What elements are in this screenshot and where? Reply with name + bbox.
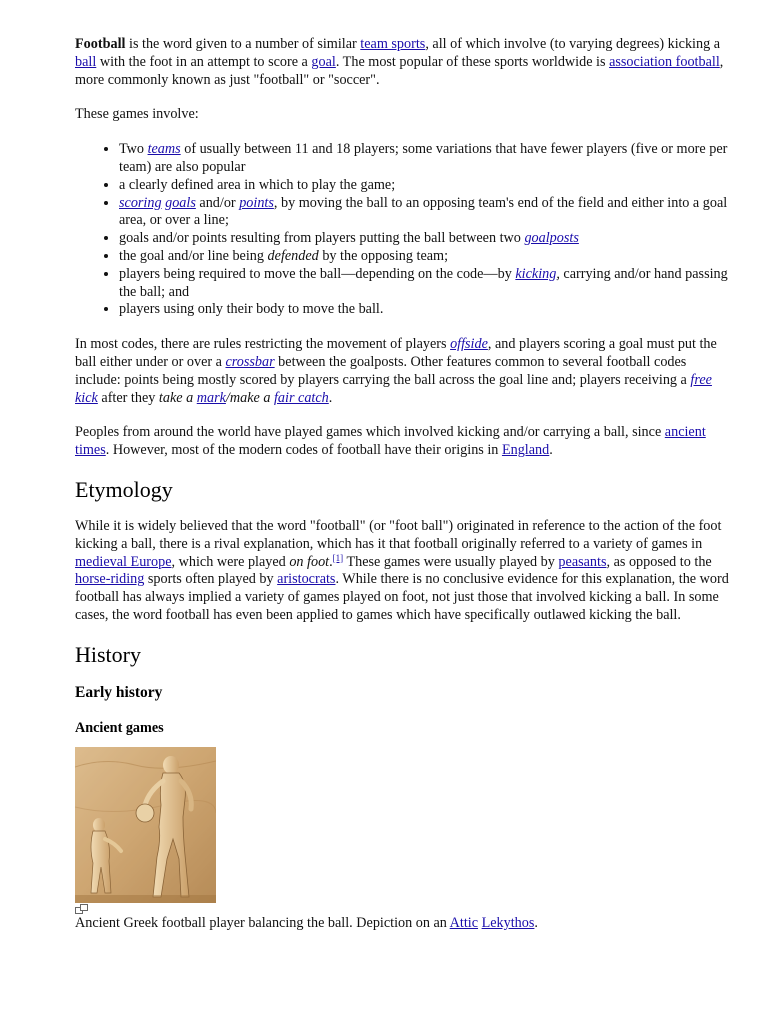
figure xyxy=(75,747,735,933)
greek-relief-image[interactable] xyxy=(75,747,216,903)
text: and/or xyxy=(195,194,240,211)
text: is the word given to a number of similar xyxy=(125,36,361,52)
text: a clearly defined area in which to play the game; xyxy=(119,176,396,193)
etymology-paragraph xyxy=(75,518,735,625)
text: sports often played by xyxy=(144,571,278,588)
text: While it is widely believed that the word "football" (or "foot ball") originated in reference to the action of the foot kicking a ball, there is a rival explanation, which has it that football originally referred to a variety of games in xyxy=(75,517,722,552)
text: . xyxy=(328,389,333,406)
magnify-enlarge-icon[interactable] xyxy=(75,904,89,914)
text: with the foot in an attempt to score a xyxy=(96,53,312,70)
text: . xyxy=(329,553,333,570)
link-association-football[interactable]: association football xyxy=(609,53,720,70)
text: . xyxy=(534,914,538,931)
link-points[interactable]: points xyxy=(239,194,274,211)
emphasis: on foot xyxy=(289,553,330,570)
text: , all of which involve (to varying degrees) kicking a xyxy=(425,36,721,52)
text: after they xyxy=(97,389,159,406)
text: . The most popular of these sports worldwide is xyxy=(335,53,610,70)
list-item xyxy=(119,301,735,319)
link-lekythos[interactable]: Lekythos xyxy=(481,914,535,931)
link-peasants[interactable]: peasants xyxy=(558,553,607,570)
term-football: Football xyxy=(75,36,126,52)
emphasis: /make a xyxy=(225,389,274,406)
list-item xyxy=(119,266,735,302)
text: goals and/or points resulting from players putting the ball between two xyxy=(119,230,525,247)
list-item xyxy=(119,230,735,248)
text: between the goalposts. Other features common to several football codes include: points being mostly scored by players carrying the ball across the goal line and; players receiving a xyxy=(75,353,691,388)
link-offside[interactable]: offside xyxy=(450,336,488,353)
link-mark[interactable]: mark xyxy=(196,389,226,406)
text: In most codes, there are rules restricting the movement of players xyxy=(75,336,451,353)
link-medieval-europe[interactable]: medieval Europe xyxy=(75,553,172,570)
text: players using only their body to move the ball. xyxy=(119,301,384,318)
link-team-sports[interactable]: team sports xyxy=(360,36,426,52)
emphasis: take a xyxy=(158,389,197,406)
games-involve-list xyxy=(75,141,735,319)
text: of usually between 11 and 18 players; some variations that have fewer players (five or more per team) are also popular xyxy=(119,141,728,175)
intro-paragraph-4 xyxy=(75,424,735,460)
figure-caption xyxy=(75,915,735,933)
heading-etymology: Etymology xyxy=(75,476,173,502)
link-goal[interactable]: goal xyxy=(311,53,336,70)
emphasis: defended xyxy=(267,247,319,264)
intro-paragraph-1 xyxy=(75,36,735,89)
link-goalposts[interactable]: goalposts xyxy=(524,230,579,247)
text: , which were played xyxy=(171,553,290,570)
text: Ancient Greek football player balancing the ball. Depiction on an xyxy=(75,914,450,931)
heading-history: History xyxy=(75,641,141,667)
text: players being required to move the ball—depending on the code—by xyxy=(119,265,516,282)
text: Peoples from around the world have played games which involved kicking and/or carrying a ball, since xyxy=(75,424,665,441)
list-item xyxy=(119,195,735,231)
link-horse-riding[interactable]: horse-riding xyxy=(75,571,145,588)
text: , by moving the ball to an opposing team's end of the field and either into a goal area, or over a line; xyxy=(119,194,728,229)
text: , carrying and/or hand passing the ball; and xyxy=(119,265,728,300)
text: , as opposed to the xyxy=(606,553,712,570)
link-england[interactable]: England xyxy=(501,442,550,459)
list-item xyxy=(119,141,735,177)
text: . xyxy=(549,442,553,459)
link-kicking[interactable]: kicking xyxy=(515,265,557,282)
link-attic[interactable]: Attic xyxy=(449,914,479,931)
citation-1[interactable]: [1] xyxy=(332,552,344,563)
text: These games were usually played by xyxy=(343,553,559,570)
link-aristocrats[interactable]: aristocrats xyxy=(277,571,336,588)
intro-paragraph-2: These games involve: xyxy=(75,106,199,123)
link-goals[interactable]: goals xyxy=(165,194,196,211)
text: by the opposing team; xyxy=(318,247,449,264)
link-ball[interactable]: ball xyxy=(75,53,97,70)
intro-paragraph-3 xyxy=(75,336,735,407)
link-crossbar[interactable]: crossbar xyxy=(225,353,275,370)
heading-early-history: Early history xyxy=(75,683,163,701)
list-item xyxy=(119,248,735,266)
text: . While there is no conclusive evidence for this explanation, the word football has always implied a variety of games played on foot, not just those that involved kicking a ball. In some cases, the word football has even been applied to games which have specifically outlawed kicking the ball. xyxy=(75,571,729,623)
link-free-kick[interactable]: free kick xyxy=(75,371,712,406)
text: , more commonly known as just "football" or "soccer". xyxy=(75,53,724,88)
text: , and players scoring a goal must put the ball either under or over a xyxy=(75,336,717,370)
text: . However, most of the modern codes of football have their origins in xyxy=(105,442,502,459)
link-ancient-times[interactable]: ancient times xyxy=(75,424,706,459)
text: the goal and/or line being xyxy=(119,247,268,264)
link-teams[interactable]: teams xyxy=(147,141,181,158)
text: Two xyxy=(119,141,148,158)
list-item xyxy=(119,177,735,195)
link-fair-catch[interactable]: fair catch xyxy=(273,389,329,406)
article-body xyxy=(75,36,735,933)
link-scoring[interactable]: scoring xyxy=(119,194,162,211)
heading-ancient-games: Ancient games xyxy=(75,719,164,736)
